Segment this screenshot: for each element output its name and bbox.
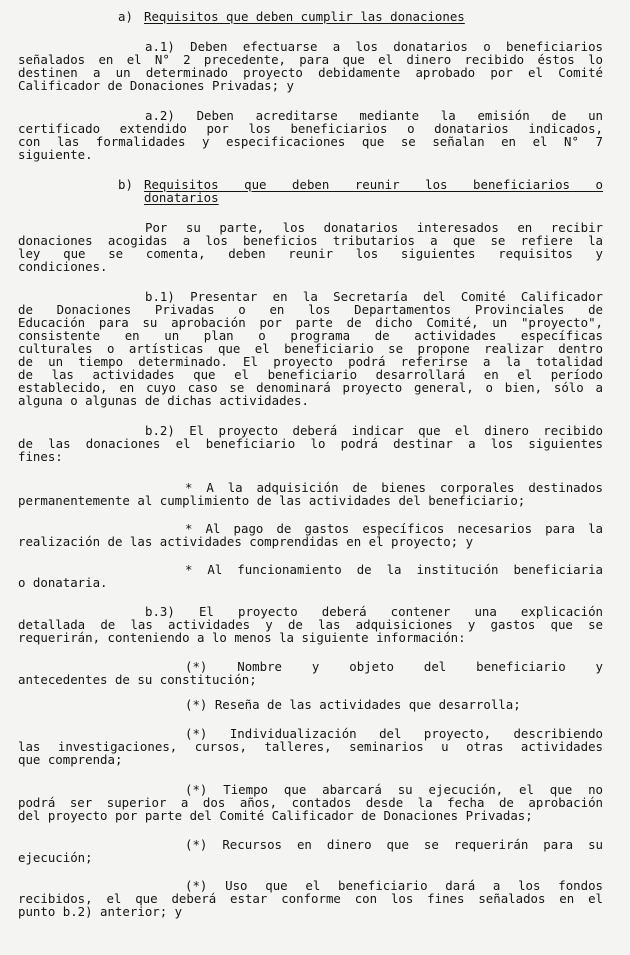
document-page: a) Requisitos que deben cumplir las donaciones a.1) Deben efectuarse a los donatarios o beneficiarios señalados en el N° 2 precedente, para que el dinero recibido éstos lo destinen a un determinado proyecto debidamente aprobado por el Comité Calificador de Donaciones Privadas; y a.2) Deben acreditarse mediante la emisión de un certificado extendido por los beneficiarios o donatarios indicados, con las formalidades y especificaciones que se señalan en el N° 7 siguiente. b) Requisitos que deben reunir los beneficiarios o donatarios Por su parte, los donatarios interesados en recibir donaciones acogidas a los beneficios tributarios a que se refiere la ley que se comenta, deben reunir los siguientes requisitos y condiciones. b.1) Presentar en la Secretaría del Comité Calificador de Donaciones Privadas o en los Departamentos Provinciales de Educación para su aprobación por parte de dicho Comité, un "proyecto", consistente en un plan o programa de actividades específicas culturales o artísticas que el beneficiario se propone realizar dentro de un tiempo determinado. El proyecto podrá referirse a la totalidad de las actividades que el beneficiario desarrollará en el período establecido, en cuyo caso se denominará proyecto general, o bien, sólo a alguna o algunas de dichas actividades. b.2) El proyecto deberá indicar que el dinero recibido de las donaciones el beneficiario lo podrá destinar a los siguientes fines: * A la adquisición de bienes corporales destinados permanentemente al cumplimiento de las actividades del beneficiario; * Al pago de gastos específicos necesarios para la realización de las actividades comprendidas en el proyecto; y * Al funcionamiento de la institución beneficiaria o donataria. b.3) El proyecto deberá contener una explicación detallada de las actividades y de las adquisiciones y gastos que se requerirán, conteniendo a lo menos la siguiente información: (*) Nombre y objeto del beneficiario y antecedentes de su constitución; (*) Reseña de las actividades que desarrolla; (*) Individualización del proyecto, describiendo las investigaciones, cursos, talleres, seminarios u otras actividades que comprenda; (*) Tiempo que abarcará su ejecución, el que no podrá ser superior a dos años, contados desde la fecha de aprobación del proyecto por parte del Comité Calificador de Donaciones Privadas; (*) Recursos en dinero que se requerirán para su ejecución; (*) Uso que el beneficiario dará a los fondos recibidos, el que deberá estar conforme con los fines señalados en el punto b.2) anterior; y [18,9,603,919]
section-a-label: a) [118,9,133,24]
section-b-title: Requisitos que deben reunir los beneficiarios o [144,177,603,192]
section-b-title-cont: donatarios [144,190,219,205]
section-b-label: b) [118,177,133,192]
section-a-title: Requisitos que deben cumplir las donaciones [144,9,465,24]
